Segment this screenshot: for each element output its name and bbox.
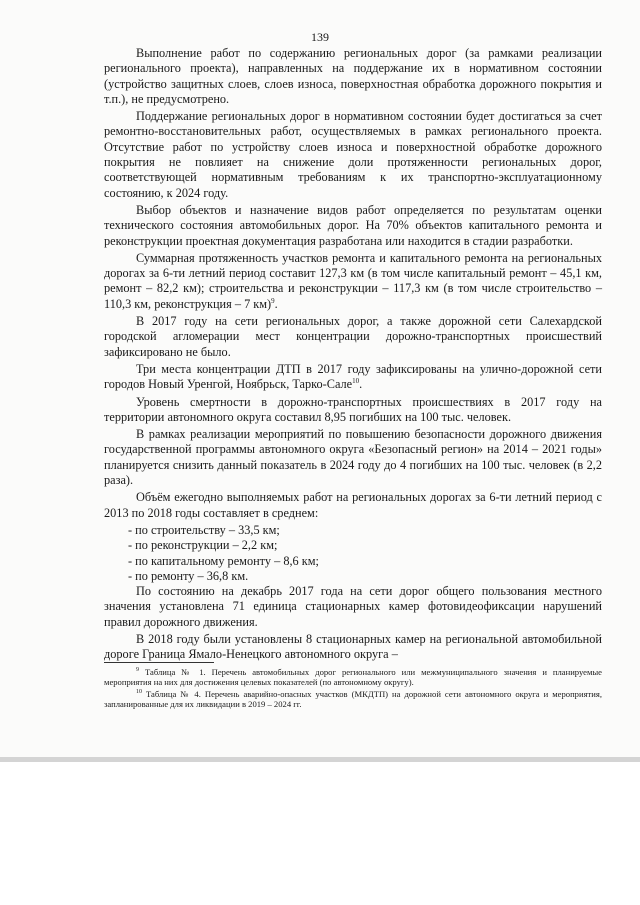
paragraph-text: Суммарная протяженность участков ремонта и капитального ремонта на региональных дорогах за 6-ти летний период составит 127,3 км (в том числе капитальный ремонт – 45,1 км, ремонт – 82,2 км); строительства и реконструкции – 117,3 км (в том числе строительство – 110,3 км, реконструкция – 7 км) (104, 250, 602, 311)
footnote-text: Таблица № 1. Перечень автомобильных дорог регионального или межмуниципального значения и планируемые мероприятия на них для достижения целевых показателей (по автономному округу). (104, 667, 602, 688)
paragraph: В 2018 году были установлены 8 стационарных камер на региональной автомобильной дороге Граница Ямало-Ненецкого автономного округа – (104, 631, 602, 662)
footnote (104, 689, 602, 710)
footnote-mark: 9 (136, 667, 139, 674)
list-item: - по строительству – 33,5 км; (128, 522, 280, 537)
list-item: - по ремонту – 36,8 км. (128, 568, 249, 583)
paragraph-end: . (359, 377, 363, 392)
paragraph-text: Три места концентрации ДТП в 2017 году зафиксированы на улично-дорожной сети городов Новый Уренгой, Ноябрьск, Тарко-Сале (104, 361, 602, 392)
footnote-ref: 9 (271, 296, 275, 305)
paragraph (104, 251, 602, 312)
paragraph: Объём ежегодно выполняемых работ на региональных дорогах за 6-ти летний период с 2013 по 2018 годы составляет в среднем: (104, 490, 602, 520)
paragraph: В рамках реализации мероприятий по повышению безопасности дорожного движения государственной программы автономного округа «Безопасный регион» на 2014 – 2021 годы» планируется снизить данный показатель в 2024 году до 4 погибших на 100 тыс. человек (в 2,2 раза). (104, 427, 602, 488)
paragraph: В 2017 году на сети региональных дорог, а также дорожной сети Салехардской городской агломерации мест концентрации дорожно-транспортных происшествий зафиксировано не было. (104, 314, 602, 359)
list-item: - по капитальному ремонту – 8,6 км; (128, 553, 319, 568)
body-text (104, 46, 602, 665)
footnote-ref: 10 (352, 377, 360, 386)
footnote-divider (104, 662, 214, 663)
paragraph: Выбор объектов и назначение видов работ определяется по результатам оценки технического состояния автомобильных дорог. На 70% объектов капитального ремонта и реконструкции проектная документация разработана или находится в стадии разработки. (104, 202, 602, 248)
footnote-text: Таблица № 4. Перечень аварийно-опасных участков (МКДТП) на дорожной сети автономного округа и мероприятия, запланированные для их ликвидации в 2019 – 2024 гг. (104, 688, 602, 710)
paragraph: Поддержание региональных дорог в нормативном состоянии будет достигаться за счет ремонтно-восстановительных работ, осуществляемых в рамках регионального проекта. Отсутствие работ по устройству слоев износа и поверхностной обработке дорожного покрытия не повлияет на снижение доли протяженности региональных дорог, соответствующей нормативным требованиям к их транспортно-эксплуатационному состоянию, к 2024 году. (104, 109, 602, 200)
paragraph: По состоянию на декабрь 2017 года на сети дорог общего пользования местного значения установлена 71 единица стационарных камер фотовидеофиксации нарушений правил дорожного движения. (104, 584, 602, 629)
footnote (104, 667, 602, 688)
footnotes (104, 662, 602, 711)
paragraph (104, 362, 602, 393)
page-number: 139 (311, 30, 329, 44)
paragraph-end: . (274, 296, 278, 311)
footnote-mark: 10 (136, 688, 142, 695)
paragraph: Выполнение работ по содержанию региональных дорог (за рамками реализации регионального проекта), направленных на поддержание их в нормативном состоянии (устройство защитных слоев, слоев износа, поверхностная обработка дорожного покрытия и т.п.), не предусмотрено. (104, 46, 602, 106)
paragraph: Уровень смертности в дорожно-транспортных происшествиях в 2017 году на территории автономного округа составил 8,95 погибших на 100 тыс. человек. (104, 394, 602, 424)
list-item: - по реконструкции – 2,2 км; (128, 538, 278, 553)
